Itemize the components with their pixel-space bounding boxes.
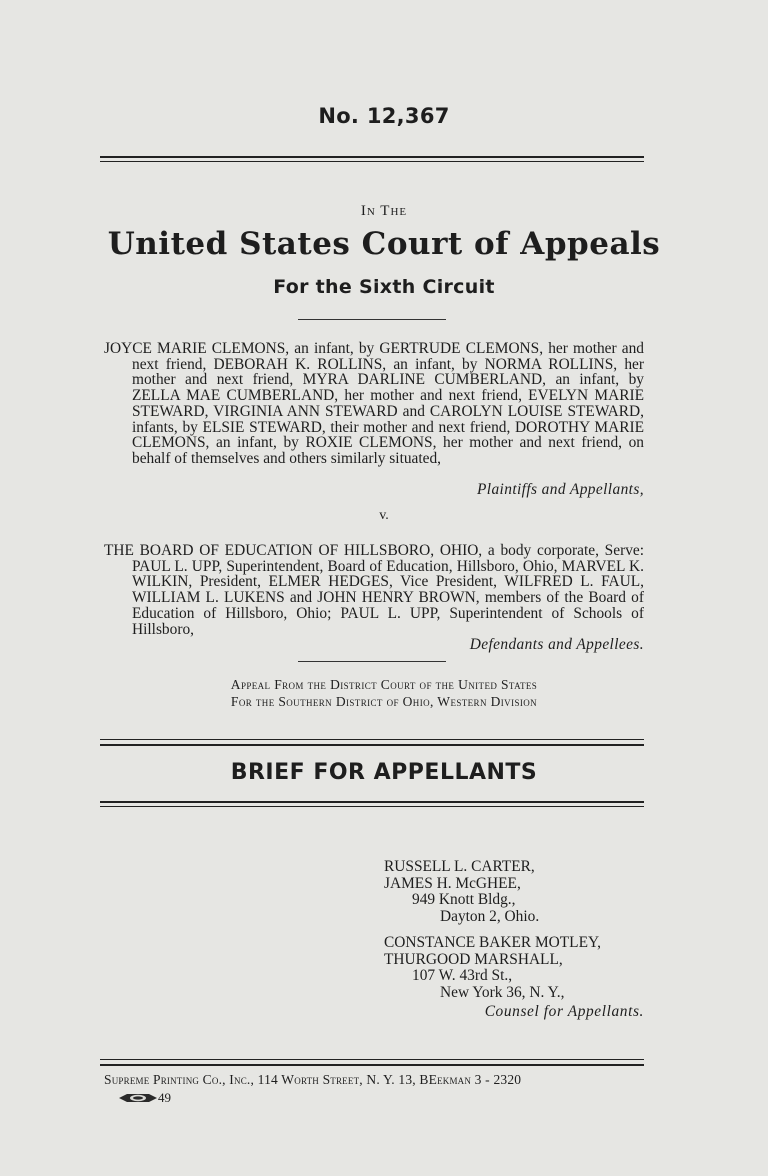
defendants-caption: THE BOARD OF EDUCATION OF HILLSBORO, OHIO, a body corporate, Serve: PAUL L. UPP, Superintendent, Board of Education, Hillsboro, Ohio, MARVEL K. WILKIN, President, ELMER HEDGES, Vice President, WILFRED L. FAUL, WILLIAM L. LUKENS and JOHN HENRY BROWN, members of the Board of Education of Hillsboro, Ohio; PAUL L. UPP, Superintendent of Schools of Hillsboro, — [104, 542, 644, 638]
short-divider — [298, 319, 446, 320]
circuit-name: For the Sixth Circuit — [273, 276, 495, 298]
counsel-address: 107 W. 43rd St., — [412, 967, 513, 984]
counsel-address: 949 Knott Bldg., — [412, 891, 516, 908]
counsel-role: Counsel for Appellants. — [484, 1003, 644, 1020]
union-bug-number: 49 — [158, 1090, 171, 1105]
court-prefix: In The — [360, 203, 408, 219]
counsel-address: New York 36, N. Y., — [440, 983, 565, 1001]
counsel-name: JAMES H. McGHEE, — [384, 874, 521, 892]
short-divider — [298, 661, 446, 662]
brief-title: BRIEF FOR APPELLANTS — [230, 760, 538, 785]
counsel-group-1 — [384, 859, 539, 925]
divider-rule — [100, 801, 644, 803]
plaintiffs-role: Plaintiffs and Appellants, — [476, 481, 644, 498]
appeal-line-2: For the Southern District of Ohio, Western Division — [230, 694, 538, 709]
docket-number: No. 12,367 — [318, 104, 450, 128]
counsel-name: CONSTANCE BAKER MOTLEY, — [384, 934, 601, 951]
divider-rule — [100, 739, 644, 740]
divider-rule — [100, 744, 644, 746]
divider-rule — [100, 806, 644, 807]
counsel-group-2 — [384, 935, 601, 1001]
plaintiffs-caption: JOYCE MARIE CLEMONS, an infant, by GERTRUDE CLEMONS, her mother and next friend, DEBORAH K. ROLLINS, an infant, by NORMA ROLLINS, her mother and next friend, MYRA DARLINE CUMBERLAND, an infant, by ZELLA MAE CUMBERLAND, her mother and next friend, EVELYN MARIE STEWARD, VIRGINIA ANN STEWARD and CAROLYN LOUISE STEWARD, infants, by ELSIE STEWARD, their mother and next friend, DOROTHY MARIE CLEMONS, an infant, by ROXIE CLEMONS, her mother and next friend, on behalf of themselves and others similarly situated, — [104, 340, 644, 467]
versus: v. — [379, 508, 389, 523]
divider-rule — [100, 1064, 644, 1066]
appeal-line-1: Appeal From the District Court of the United States — [230, 677, 538, 692]
divider-rule — [100, 156, 644, 158]
union-bug — [118, 1090, 171, 1106]
court-name: United States Court of Appeals — [107, 226, 661, 262]
printer-imprint: Supreme Printing Co., Inc., 114 Worth Street, N. Y. 13, BEekman 3 - 2320 — [104, 1072, 522, 1087]
divider-rule — [100, 1059, 644, 1060]
divider-rule — [100, 161, 644, 162]
union-label-icon — [118, 1091, 158, 1105]
counsel-name: THURGOOD MARSHALL, — [384, 950, 563, 968]
counsel-name: RUSSELL L. CARTER, — [384, 858, 535, 875]
defendants-role: Defendants and Appellees. — [469, 636, 644, 653]
counsel-address: Dayton 2, Ohio. — [440, 907, 540, 925]
